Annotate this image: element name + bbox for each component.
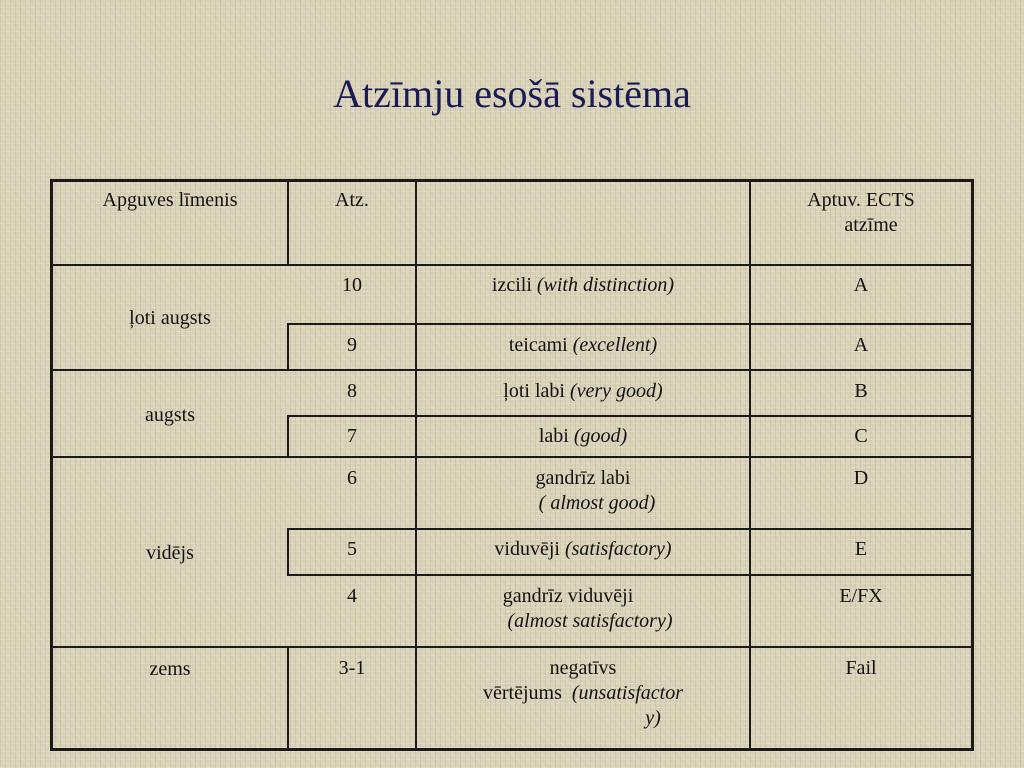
level-medium: vidējs: [146, 542, 194, 564]
grade-cell: 10: [342, 274, 362, 296]
grade-cell: 6: [347, 467, 357, 489]
header-ects: [751, 188, 971, 238]
ects-cell: E/FX: [839, 585, 883, 607]
grade-cell: 4: [347, 585, 357, 607]
header-ects-line2: atzīme: [844, 214, 898, 236]
description-cell: labi (good): [538, 425, 628, 447]
ects-cell: D: [853, 467, 869, 489]
grade-cell: 7: [347, 425, 357, 447]
page-title: Atzīmju esošā sistēma: [333, 71, 691, 116]
header-level: Apguves līmenis: [102, 189, 238, 211]
row-divider: [287, 528, 974, 530]
ects-cell: B: [854, 380, 868, 402]
grade-cell: 5: [347, 538, 357, 560]
grade-cell: 8: [347, 380, 357, 402]
row-divider: [50, 264, 974, 266]
description-cell: gandrīz viduvēji (almost satisfactory): [502, 585, 673, 632]
description-cell: teicami (excellent): [508, 334, 658, 356]
row-divider: [50, 369, 974, 371]
table-border-top: [50, 179, 974, 182]
row-divider: [287, 415, 974, 417]
ects-cell: A: [853, 334, 869, 356]
ects-cell: C: [854, 425, 868, 447]
description-cell: negatīvs vērtējums (unsatisfactor y): [483, 657, 683, 729]
ects-cell: Fail: [845, 657, 877, 679]
grade-cell: 9: [347, 334, 357, 356]
header-grade: Atz.: [335, 189, 369, 211]
description-cell: gandrīz labi ( almost good): [535, 467, 656, 514]
level-very-high: ļoti augsts: [129, 307, 211, 329]
description-cell: izcili (with distinction): [491, 274, 675, 296]
ects-cell: A: [853, 274, 869, 296]
description-cell: ļoti labi (very good): [503, 380, 663, 402]
description-cell: viduvēji (satisfactory): [494, 538, 672, 560]
grade-cell: 3-1: [338, 657, 366, 679]
row-divider: [287, 323, 974, 325]
row-divider: [287, 574, 974, 576]
level-low: zems: [149, 658, 191, 680]
row-divider: [50, 456, 974, 458]
row-divider: [50, 646, 974, 648]
ects-cell: E: [854, 538, 868, 560]
level-high: augsts: [145, 404, 195, 426]
table-border-bottom: [50, 748, 974, 751]
header-ects-line1: Aptuv. ECTS: [807, 189, 915, 211]
